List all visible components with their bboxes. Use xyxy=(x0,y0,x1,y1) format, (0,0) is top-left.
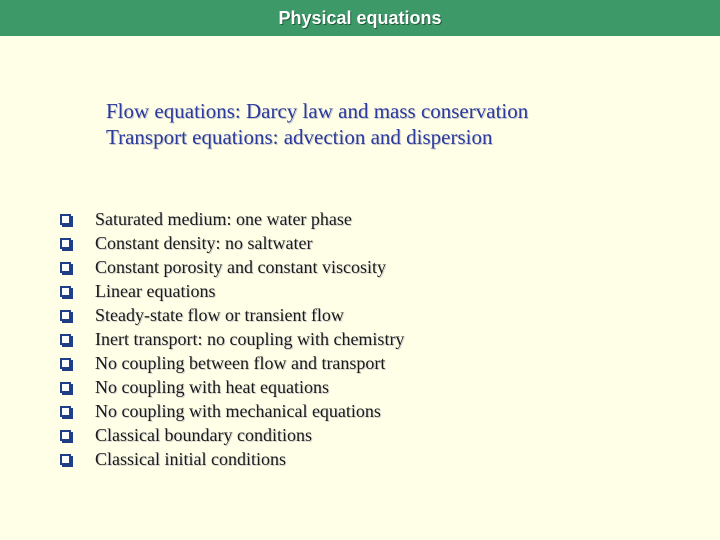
list-item-text: No coupling between flow and transport xyxy=(95,352,386,373)
list-item-text: Classical initial conditions xyxy=(95,448,286,469)
square-bullet-icon xyxy=(60,382,71,393)
list-item xyxy=(60,207,404,231)
list-item xyxy=(60,327,404,351)
list-item-text: Saturated medium: one water phase xyxy=(95,208,352,229)
square-bullet-icon xyxy=(60,262,71,273)
list-item xyxy=(60,303,404,327)
intro-line-flow: Flow equations: Darcy law and mass conservation xyxy=(106,99,529,123)
list-item xyxy=(60,255,404,279)
list-item-text: Inert transport: no coupling with chemistry xyxy=(95,328,405,349)
square-bullet-icon xyxy=(60,310,71,321)
list-item-text: No coupling with heat equations xyxy=(95,376,329,397)
square-bullet-icon xyxy=(60,286,71,297)
square-bullet-icon xyxy=(60,334,71,345)
list-item xyxy=(60,375,404,399)
list-item-text: Constant density: no saltwater xyxy=(95,232,313,253)
square-bullet-icon xyxy=(60,358,71,369)
list-item xyxy=(60,351,404,375)
square-bullet-icon xyxy=(60,454,71,465)
list-item xyxy=(60,447,404,471)
list-item-text: Linear equations xyxy=(95,280,216,301)
list-item-text: Steady-state flow or transient flow xyxy=(95,304,344,325)
square-bullet-icon xyxy=(60,406,71,417)
list-item-text: Constant porosity and constant viscosity xyxy=(95,256,386,277)
square-bullet-icon xyxy=(60,238,71,249)
intro-line-transport: Transport equations: advection and dispersion xyxy=(106,125,493,149)
list-item xyxy=(60,423,404,447)
list-item xyxy=(60,231,404,255)
list-item xyxy=(60,279,404,303)
square-bullet-icon xyxy=(60,430,71,441)
title-bar xyxy=(0,0,720,36)
list-item-text: No coupling with mechanical equations xyxy=(95,400,381,421)
page-title: Physical equations xyxy=(278,7,442,28)
square-bullet-icon xyxy=(60,214,71,225)
list-item-text: Classical boundary conditions xyxy=(95,424,312,445)
intro-text xyxy=(106,98,528,150)
list-item xyxy=(60,399,404,423)
assumption-list xyxy=(60,207,404,471)
